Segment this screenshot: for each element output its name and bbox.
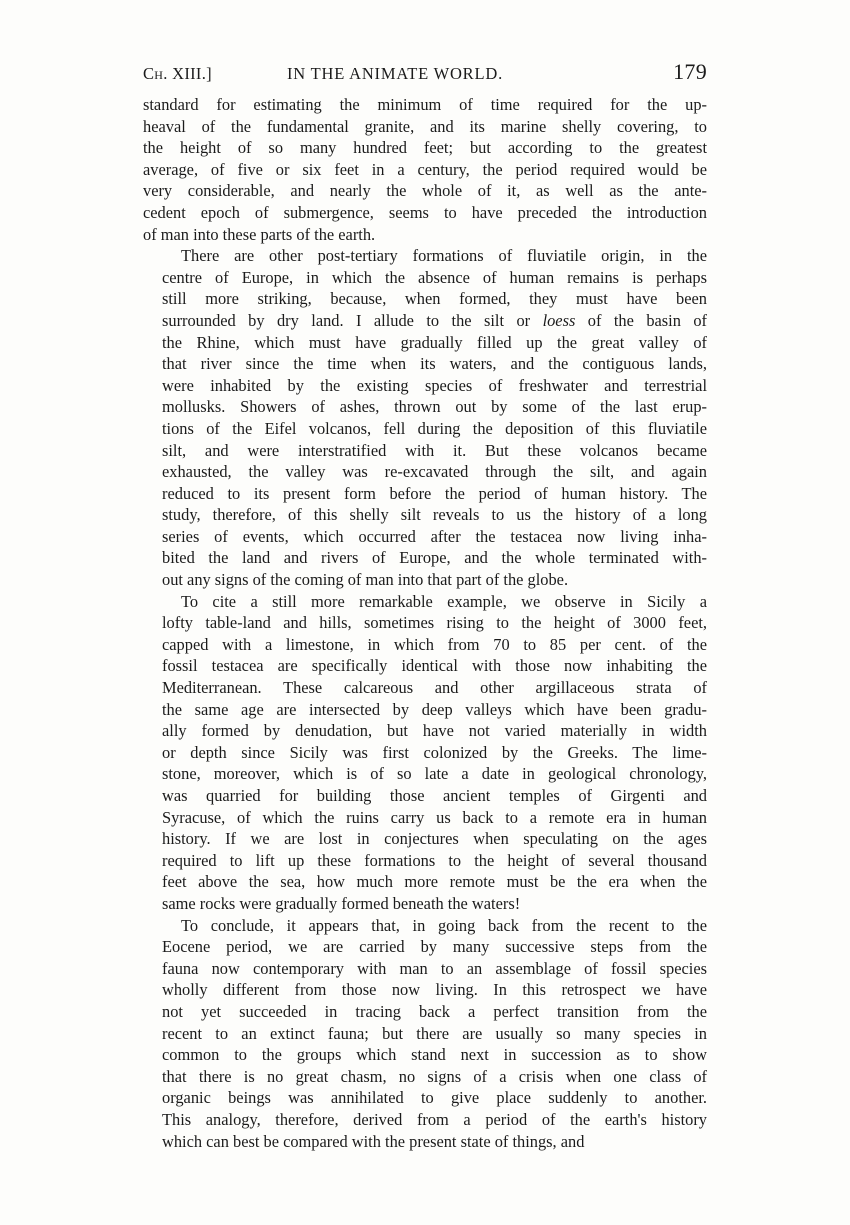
text-line: the same age are intersected by deep valleys which have been gradu- xyxy=(162,699,707,719)
paragraph xyxy=(143,94,707,245)
text-line: series of events, which occurred after the testacea now living inha- xyxy=(162,526,707,546)
text-line: heaval of the fundamental granite, and its marine shelly covering, to xyxy=(143,116,707,136)
chapter-reference: Ch. XIII.] xyxy=(143,64,212,83)
text-line: lofty table-land and hills, sometimes rising to the height of 3000 feet, xyxy=(162,613,707,633)
text-line: the Rhine, which must have gradually filled up the great valley of xyxy=(162,332,707,352)
text-line: average, of five or six feet in a century, the period required would be xyxy=(143,159,707,179)
text-line: the height of so many hundred feet; but according to the greatest xyxy=(143,138,707,158)
text-line: study, therefore, of this shelly silt reveals to us the history of a long xyxy=(162,505,707,525)
text-line: organic beings was annihilated to give place suddenly to another. xyxy=(162,1088,707,1108)
body-text xyxy=(143,94,707,1152)
text-line: very considerable, and nearly the whole of it, as well as the ante- xyxy=(143,181,707,201)
text-line: tions of the Eifel volcanos, fell during the deposition of this fluviatile xyxy=(162,418,707,438)
text-line: of man into these parts of the earth. xyxy=(143,224,376,244)
page-number: 179 xyxy=(673,59,707,84)
running-title: IN THE ANIMATE WORLD. xyxy=(287,64,504,83)
text-line: There are other post-tertiary formations of fluviatile origin, in the xyxy=(181,246,707,266)
text-line: history. If we are lost in conjectures when speculating on the ages xyxy=(162,829,707,849)
italic-term: loess xyxy=(542,310,576,330)
text-line: which can best be compared with the present state of things, and xyxy=(162,1131,585,1151)
text-line: cedent epoch of submergence, seems to have preceded the introduction xyxy=(143,202,707,222)
paragraph xyxy=(143,915,707,1153)
text-line: exhausted, the valley was re-excavated through the silt, and again xyxy=(162,462,707,482)
text-line: This analogy, therefore, derived from a period of the earth's history xyxy=(162,1109,707,1129)
text-line: not yet succeeded in tracing back a perfect transition from the xyxy=(162,1001,707,1021)
text-line: same rocks were gradually formed beneath the waters! xyxy=(162,893,521,913)
text-line: ally formed by denudation, but have not varied materially in width xyxy=(162,721,707,741)
text-line: Mediterranean. These calcareous and other argillaceous strata of xyxy=(162,678,707,698)
text-line: still more striking, because, when formed, they must have been xyxy=(162,289,707,309)
text-line: that there is no great chasm, no signs of a crisis when one class of xyxy=(162,1066,707,1086)
text-line: centre of Europe, in which the absence of human remains is perhaps xyxy=(162,267,707,287)
text-line: common to the groups which stand next in succession as to show xyxy=(162,1045,707,1065)
text-line: feet above the sea, how much more remote must be the era when the xyxy=(162,872,707,892)
text-line: capped with a limestone, in which from 70 to 85 per cent. of the xyxy=(162,634,707,654)
text-line: was quarried for building those ancient temples of Girgenti and xyxy=(162,786,707,805)
text-line: standard for estimating the minimum of time required for the up- xyxy=(143,95,707,114)
paragraph xyxy=(143,245,707,591)
text-line: silt, and were interstratified with it. But these volcanos became xyxy=(162,440,707,460)
paragraph xyxy=(143,591,707,915)
text-line: that river since the time when its waters, and the contiguous lands, xyxy=(162,354,707,374)
text-line: fossil testacea are specifically identical with those now inhabiting the xyxy=(162,656,707,676)
text-line: or depth since Sicily was first colonized by the Greeks. The lime- xyxy=(162,742,707,762)
text-line: required to lift up these formations to the height of several thousand xyxy=(162,850,707,870)
text-line: To conclude, it appears that, in going back from the recent to the xyxy=(181,915,707,935)
text-line: To cite a still more remarkable example, we observe in Sicily a xyxy=(181,591,707,611)
text-line: stone, moreover, which is of so late a date in geological chronology, xyxy=(162,764,707,784)
text-line: fauna now contemporary with man to an assemblage of fossil species xyxy=(162,958,707,978)
text-line: were inhabited by the existing species of freshwater and terrestrial xyxy=(162,375,707,395)
text-line: wholly different from those now living. In this retrospect we have xyxy=(162,980,707,1000)
text-line: Eocene period, we are carried by many successive steps from the xyxy=(162,937,707,957)
text-line: surrounded by dry land. I allude to the silt or loess of the basin of xyxy=(162,310,708,330)
text-line: mollusks. Showers of ashes, thrown out by some of the last erup- xyxy=(162,397,707,417)
text-line: Syracuse, of which the ruins carry us back to a remote era in human xyxy=(162,807,707,827)
text-line: recent to an extinct fauna; but there are usually so many species in xyxy=(162,1023,707,1043)
text-line: reduced to its present form before the period of human history. The xyxy=(162,483,707,503)
text-line: out any signs of the coming of man into that part of the globe. xyxy=(162,570,569,590)
text-line: bited the land and rivers of Europe, and the whole terminated with- xyxy=(162,548,707,568)
running-head xyxy=(143,59,707,88)
